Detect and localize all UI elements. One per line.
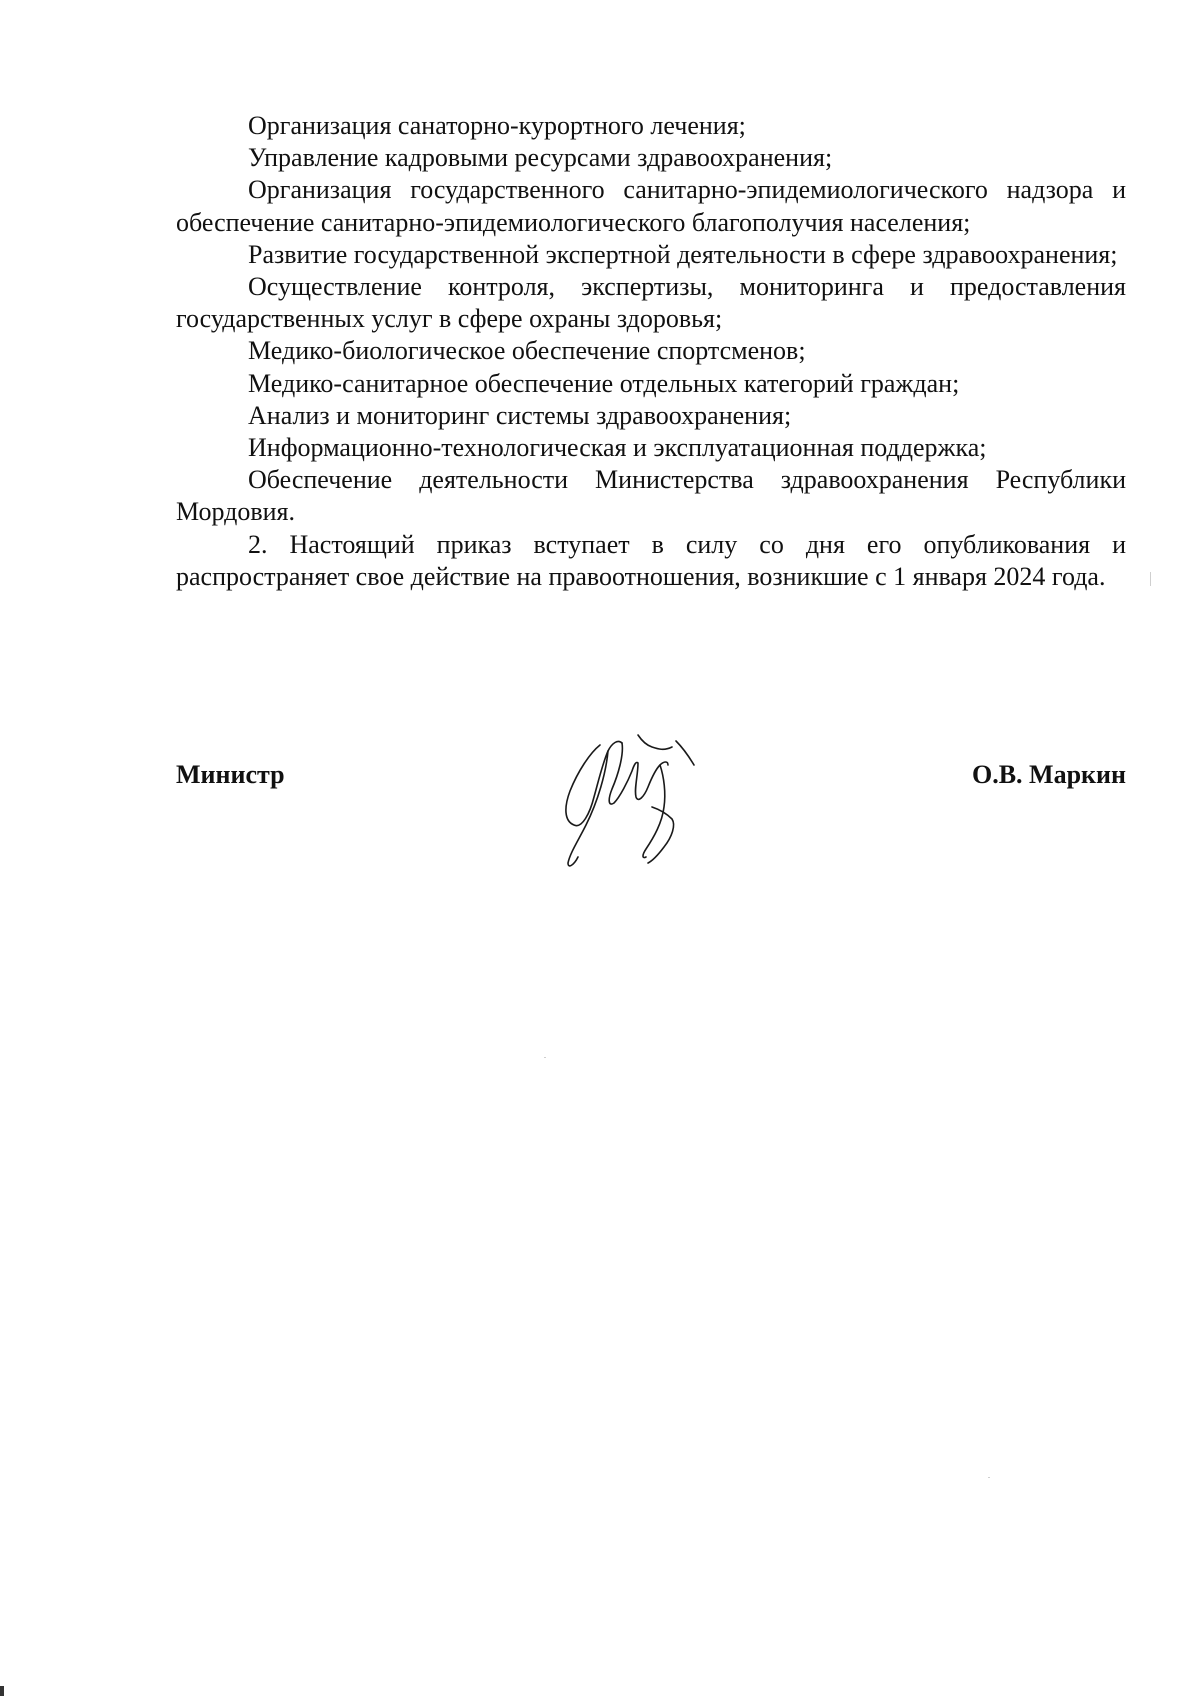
- scan-speck: [988, 1477, 990, 1478]
- scan-edge-mark: [0, 1686, 4, 1696]
- paragraph: Организация санаторно-курортного лечения;: [248, 111, 746, 140]
- paragraph: Организация государственного санитарно-эпидемиологического надзора и обеспечение санитарно-эпидемиологического благополучия населения;: [176, 175, 1126, 237]
- paragraph: Анализ и мониторинг системы здравоохранения;: [248, 400, 792, 430]
- document-body: [176, 110, 1126, 593]
- paragraph: Обеспечение деятельности Министерства здравоохранения Республики Мордовия.: [176, 465, 1126, 527]
- paragraph: Медико-биологическое обеспечение спортсменов;: [248, 336, 806, 366]
- signatory-name: О.В. Маркин: [971, 760, 1126, 789]
- paragraph-effective-date: 2. Настоящий приказ вступает в силу со дня его опубликования и распространяет свое действие на правоотношения, возникшие с 1 января 2024 года.: [176, 529, 1126, 591]
- scan-speck: [1150, 572, 1151, 586]
- handwritten-signature: [556, 725, 706, 875]
- paragraph: Осуществление контроля, экспертизы, мониторинга и предоставления государственных услуг в сфере охраны здоровья;: [176, 272, 1126, 334]
- paragraph: Управление кадровыми ресурсами здравоохранения;: [248, 143, 833, 173]
- paragraph: Медико-санитарное обеспечение отдельных категорий граждан;: [248, 368, 960, 398]
- paragraph: Информационно-технологическая и эксплуатационная поддержка;: [248, 433, 987, 463]
- scan-speck: [544, 1057, 546, 1058]
- paragraph: Развитие государственной экспертной деятельности в сфере здравоохранения;: [248, 239, 1118, 269]
- signatory-title: Министр: [176, 760, 285, 789]
